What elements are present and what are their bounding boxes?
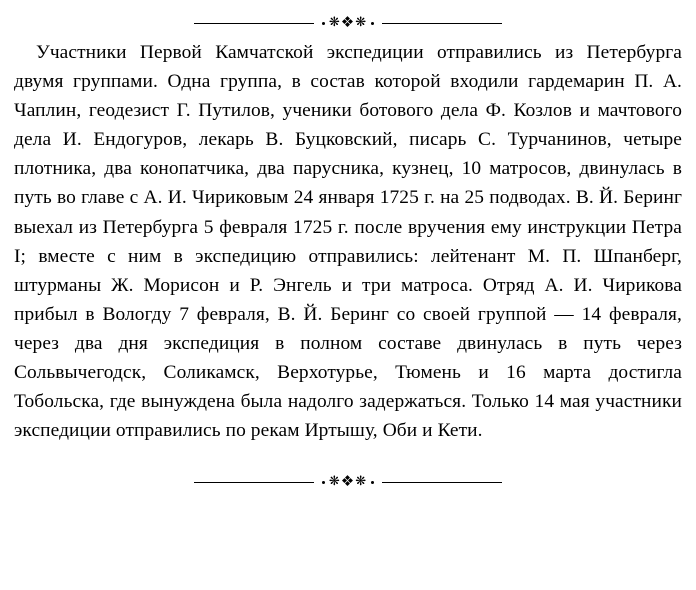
ornament-flourish-left: ❋ (328, 14, 341, 30)
ornament-rule-left-bottom (194, 482, 314, 483)
ornament-rule-right-bottom (382, 482, 502, 483)
ornament-flourish-center-bottom: ❖ (340, 471, 356, 490)
ornament-flourish-left-bottom: ❋ (328, 473, 341, 489)
ornament-dot-right-bottom (371, 481, 374, 484)
ornament-flourish-center: ❖ (340, 12, 356, 31)
ornament-flourish-right: ❋ (355, 14, 368, 30)
ornament-dot-left (322, 22, 325, 25)
ornament-rule-left (194, 23, 314, 24)
ornament-rule-right (382, 23, 502, 24)
paragraph-text: Участники Первой Камчатской экспедиции отправились из Петербурга двумя группами. Одна группа, в состав которой входили гардемарин П. А. Чаплин, геодезист Г. Путилов, ученики ботового дела Ф. Козлов и мачтового дела И. Ендогуров, лекарь В. Буцковский, писарь С. Турчанинов, четыре плотника, два конопатчика, два парусника, кузнец, 10 матросов, двинулась в путь во главе с А. И. Чириковым 24 января 1725 г. на 25 подводах. В. Й. Беринг выехал из Петербурга 5 февраля 1725 г. после вручения ему инструкции Петра I; вместе с ним в экспедицию отправились: лейтенант М. П. Шпанберг, штурманы Ж. Морисон и Р. Энгель и три матроса. Отряд А. И. Чирикова прибыл в Вологду 7 февраля, В. Й. Беринг со своей группой — 14 февраля, через два дня экспедиция в полном составе двинулась в путь через Сольвычегодск, Соликамск, Верхотурье, Тюмень и 16 марта достигла Тобольска, где вынуждена была надолго задержаться. Только 14 мая участники экспедиции отправились по рекам Иртышу, Оби и Кети. (14, 42, 682, 442)
body-paragraph (14, 38, 682, 445)
ornament-dot-left-bottom (322, 481, 325, 484)
ornament-flourish-right-bottom: ❋ (355, 473, 368, 489)
ornament-divider-top (0, 8, 696, 38)
ornament-divider-bottom (0, 467, 696, 497)
ornament-dot-right (371, 22, 374, 25)
